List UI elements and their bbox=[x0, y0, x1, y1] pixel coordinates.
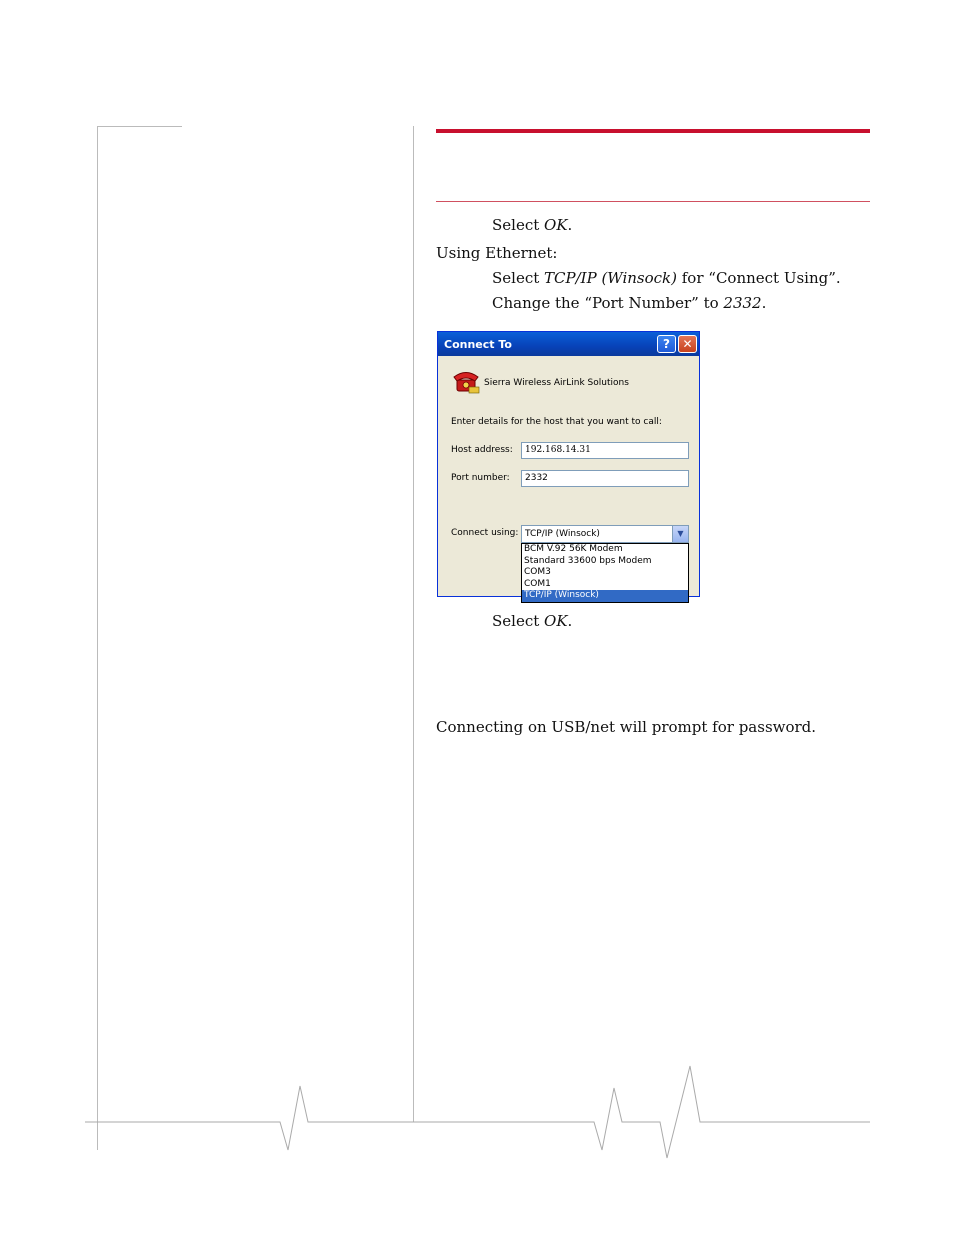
connect-using-select[interactable] bbox=[521, 525, 689, 543]
connect-using-label: Connect using: bbox=[451, 528, 519, 538]
password-note: Connecting on USB/net will prompt for password. bbox=[436, 718, 817, 736]
header-red-rule-thin bbox=[436, 201, 870, 202]
dropdown-option-standard-modem[interactable]: Standard 33600 bps Modem bbox=[524, 555, 652, 566]
dropdown-option-tcpip[interactable]: TCP/IP (Winsock) bbox=[522, 590, 688, 602]
connect-to-dialog bbox=[437, 331, 700, 600]
help-icon[interactable]: ? bbox=[657, 335, 676, 353]
step-select-tcpip: Select TCP/IP (Winsock) for “Connect Using”. bbox=[492, 269, 841, 287]
connect-using-dropdown bbox=[521, 543, 689, 603]
footer-heartbeat-line bbox=[0, 1050, 954, 1170]
phone-icon bbox=[451, 366, 481, 394]
chevron-down-icon[interactable]: ▼ bbox=[672, 526, 688, 542]
step-change-port: Change the “Port Number” to 2332. bbox=[492, 294, 767, 312]
column-divider bbox=[413, 126, 414, 1122]
left-margin-rule bbox=[97, 126, 98, 1150]
host-address-field[interactable]: 192.168.14.31 bbox=[521, 442, 689, 459]
dropdown-option-com1[interactable]: COM1 bbox=[524, 578, 551, 589]
close-icon[interactable]: ✕ bbox=[678, 335, 697, 353]
dropdown-option-com3[interactable]: COM3 bbox=[524, 567, 551, 577]
header-red-rule-thick bbox=[436, 129, 870, 133]
ethernet-heading: Using Ethernet: bbox=[436, 244, 558, 262]
port-number-field[interactable]: 2332 bbox=[521, 470, 689, 487]
dialog-titlebar bbox=[438, 332, 699, 356]
host-address-label: Host address: bbox=[451, 445, 513, 455]
top-margin-tick bbox=[97, 126, 182, 127]
dropdown-option-bcm-modem[interactable]: BCM V.92 56K Modem bbox=[524, 544, 623, 554]
port-number-label: Port number: bbox=[451, 473, 510, 483]
connect-using-value: TCP/IP (Winsock) bbox=[525, 529, 600, 539]
step-select-ok-1: Select OK. bbox=[492, 216, 573, 234]
dialog-title: Connect To bbox=[444, 338, 512, 351]
step-select-ok-2: Select OK. bbox=[492, 612, 573, 630]
instructions-text: Enter details for the host that you want to call: bbox=[451, 417, 662, 427]
connection-name: Sierra Wireless AirLink Solutions bbox=[484, 378, 629, 388]
